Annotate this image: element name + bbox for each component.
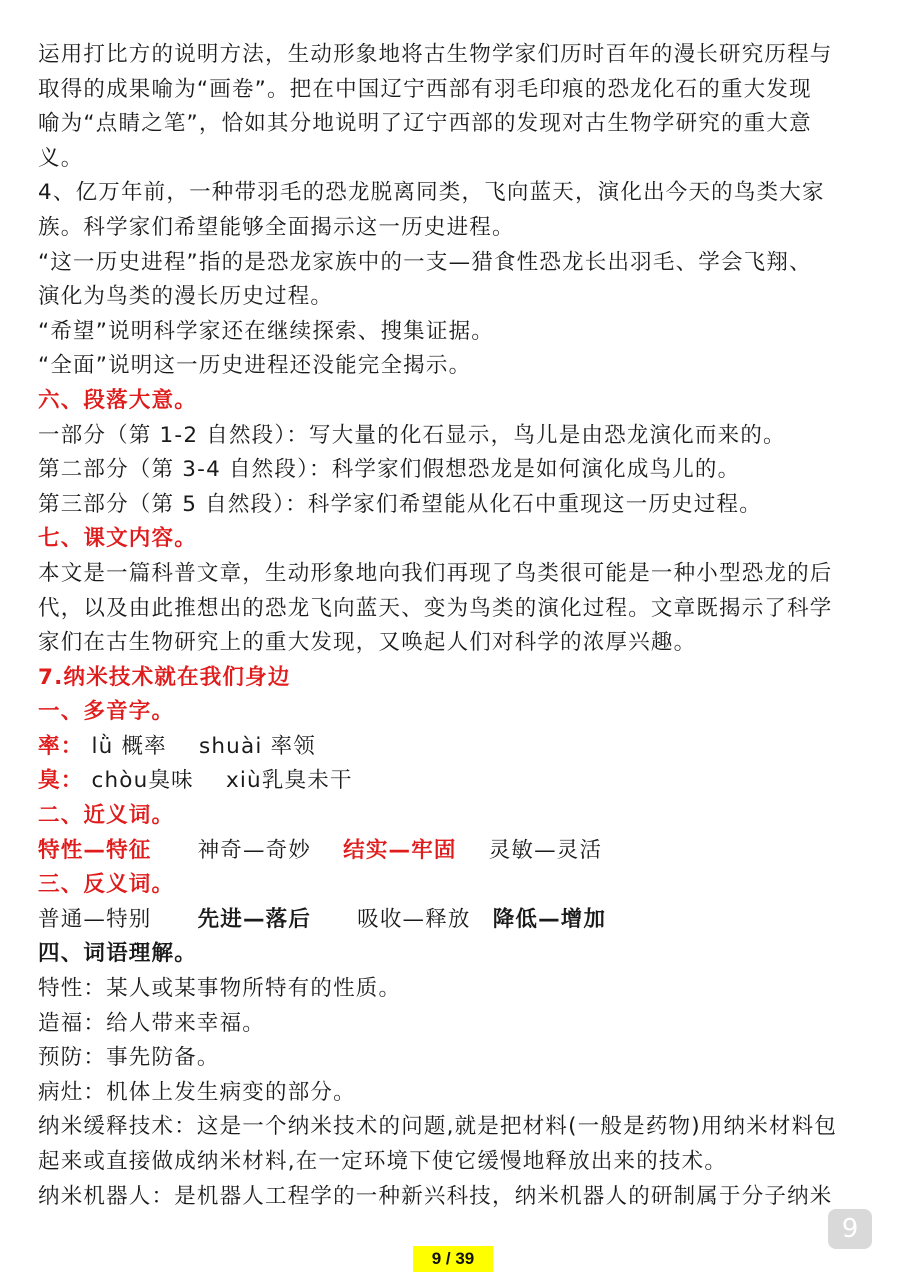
page-footer: 9 / 39 bbox=[413, 1246, 493, 1272]
section-heading: 四、词语理解。 bbox=[38, 941, 197, 967]
text-line: 族。科学家们希望能够全面揭示这一历史进程。 bbox=[38, 214, 515, 240]
section-heading: 一、多音字。 bbox=[38, 699, 175, 725]
antonym-pair: 普通—特别 bbox=[38, 906, 152, 932]
document-body bbox=[38, 38, 870, 1214]
text-line: 特性：某人或某事物所特有的性质。 bbox=[38, 976, 402, 1002]
text-line: 4、亿万年前，一种带羽毛的恐龙脱离同类，飞向蓝天，演化出今天的鸟类大家 bbox=[38, 180, 825, 206]
polyphone-reading: shuài 率领 bbox=[198, 733, 316, 759]
antonym-pair: 降低—增加 bbox=[492, 906, 607, 932]
section-heading: 三、反义词。 bbox=[38, 872, 175, 898]
text-line: “希望”说明科学家还在继续探索、搜集证据。 bbox=[38, 318, 494, 344]
antonym-row bbox=[38, 903, 870, 938]
antonym-pair: 吸收—释放 bbox=[357, 906, 471, 932]
text-line: “这一历史进程”指的是恐龙家族中的一支—猎食性恐龙长出羽毛、学会飞翔、 bbox=[38, 249, 812, 275]
synonym-pair: 神奇—奇妙 bbox=[197, 837, 312, 863]
text-line: 纳米机器人：是机器人工程学的一种新兴科技，纳米机器人的研制属于分子纳米 bbox=[38, 1183, 833, 1209]
polyphone-char: 率： bbox=[38, 733, 84, 759]
polyphone-row bbox=[38, 730, 870, 765]
synonym-pair: 灵敏—灵活 bbox=[488, 837, 603, 863]
text-line: 一部分（第 1-2 自然段）：写大量的化石显示，鸟儿是由恐龙演化而来的。 bbox=[38, 422, 786, 448]
text-line: 喻为“点睛之笔”，恰如其分地说明了辽宁西部的发现对古生物学研究的重大意 bbox=[38, 111, 812, 137]
polyphone-reading: chòu臭味 bbox=[91, 768, 194, 794]
text-line: “全面”说明这一历史进程还没能完全揭示。 bbox=[38, 353, 472, 379]
section-heading: 七、课文内容。 bbox=[38, 526, 197, 552]
text-line: 第二部分（第 3-4 自然段）：科学家们假想恐龙是如何演化成鸟儿的。 bbox=[38, 457, 741, 483]
polyphone-char: 臭： bbox=[38, 768, 84, 794]
polyphone-row bbox=[38, 764, 870, 799]
synonym-pair: 特性—特征 bbox=[38, 837, 152, 863]
text-line: 预防：事先防备。 bbox=[38, 1045, 220, 1071]
text-line: 造福：给人带来幸福。 bbox=[38, 1010, 266, 1036]
text-line: 病灶：机体上发生病变的部分。 bbox=[38, 1079, 356, 1105]
antonym-pair: 先进—落后 bbox=[197, 906, 312, 932]
text-line: 取得的成果喻为“画卷”。把在中国辽宁西部有羽毛印痕的恐龙化石的重大发现 bbox=[38, 76, 812, 102]
text-line: 代，以及由此推想出的恐龙飞向蓝天、变为鸟类的演化过程。文章既揭示了科学 bbox=[38, 595, 833, 621]
text-line: 纳米缓释技术：这是一个纳米技术的问题,就是把材料(一般是药物)用纳米材料包 bbox=[38, 1114, 838, 1140]
text-line: 义。 bbox=[38, 145, 84, 171]
section-heading: 二、近义词。 bbox=[38, 803, 175, 829]
section-heading: 六、段落大意。 bbox=[38, 387, 197, 413]
polyphone-reading: lǜ 概率 bbox=[91, 733, 167, 759]
polyphone-reading: xiù乳臭未干 bbox=[225, 768, 353, 794]
synonym-pair: 结实—牢固 bbox=[343, 837, 457, 863]
text-line: 演化为鸟类的漫长历史过程。 bbox=[38, 284, 334, 310]
text-line: 运用打比方的说明方法，生动形象地将古生物学家们历时百年的漫长研究历程与 bbox=[38, 42, 833, 67]
page-number-badge: 9 bbox=[828, 1209, 872, 1249]
text-line: 家们在古生物研究上的重大发现，又唤起人们对科学的浓厚兴趣。 bbox=[38, 630, 697, 656]
synonym-row bbox=[38, 834, 870, 869]
text-line: 第三部分（第 5 自然段）：科学家们希望能从化石中重现这一历史过程。 bbox=[38, 491, 762, 517]
text-line: 起来或直接做成纳米材料,在一定环境下使它缓慢地释放出来的技术。 bbox=[38, 1149, 728, 1174]
lesson-title: 7.纳米技术就在我们身边 bbox=[38, 664, 291, 690]
text-line: 本文是一篇科普文章，生动形象地向我们再现了鸟类很可能是一种小型恐龙的后 bbox=[38, 560, 833, 586]
